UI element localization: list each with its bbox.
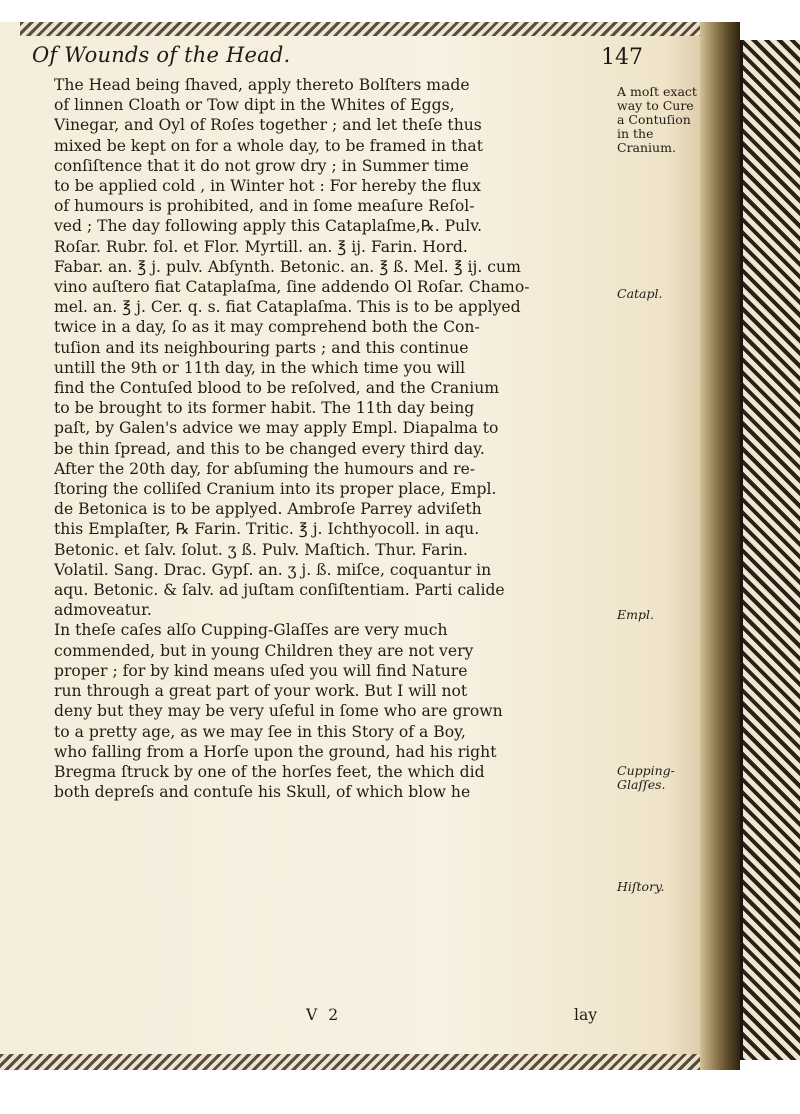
text-line: of linnen Cloath or Tow dipt in the Whites of Eggs,: [54, 96, 455, 115]
text-line: ved ; The day following apply this Cataplaſme,℞. Pulv.: [54, 217, 483, 236]
margin-note-history: Hiſtory.: [617, 879, 665, 894]
text-line: be thin ſpread, and this to be changed every third day.: [54, 439, 485, 458]
text-line: Volatil. Sang. Drac. Gypſ. an. ʒ j. ß. miſce, coquantur in: [54, 560, 492, 579]
text-line: vino auſtero fiat Cataplaſma, ſine addendo Ol Roſar. Chamo-: [54, 278, 530, 297]
text-line: tuſion and its neighbouring parts ; and this continue: [54, 338, 469, 357]
text-line: commended, but in young Children they are not very: [54, 641, 474, 660]
margin-note-exact-cure: A moſt exact way to Cure a Contuſion in the Cranium.: [617, 84, 697, 155]
book-binding: [740, 40, 800, 1060]
text-line: Fabar. an. ℥ j. pulv. Abſynth. Betonic. an. ℥ ß. Mel. ℥ ij. cum: [54, 257, 521, 276]
top-ornament-border: [20, 22, 740, 36]
page-number: 147: [601, 45, 643, 70]
text-line: paſt, by Galen's advice we may apply Empl. Diapalma to: [54, 419, 499, 438]
text-line: ſtoring the colliſed Cranium into its proper place, Empl.: [54, 480, 497, 499]
text-line: to a pretty age, as we may ſee in this Story of a Boy,: [54, 722, 466, 741]
text-line: Vinegar, and Oyl of Roſes together ; and let theſe thus: [54, 116, 482, 135]
text-line: proper ; for by kind means uſed you will find Nature: [54, 661, 468, 680]
text-line: twice in a day, ſo as it may comprehend both the Con-: [54, 318, 480, 337]
text-line: untill the 9th or 11th day, in the which time you will: [54, 358, 466, 377]
text-line: both depreſs and contuſe his Skull, of which blow he: [54, 783, 471, 802]
text-line: mixed be kept on for a whole day, to be framed in that: [54, 136, 483, 155]
binding-edge-line: [740, 40, 743, 1060]
text-line: In theſe caſes alſo Cupping-Glaſſes are very much: [54, 621, 448, 640]
text-line: conſiſtence that it do not grow dry ; in Summer time: [54, 156, 469, 175]
text-line: Roſar. Rubr. fol. et Flor. Myrtill. an. ℥ ij. Farin. Hord.: [54, 237, 468, 256]
page-fore-edge: [700, 22, 740, 1070]
bottom-ornament-border: [0, 1054, 740, 1070]
text-line: Betonic. et ſalv. ſolut. ʒ ß. Pulv. Maſtich. Thur. Farin.: [54, 540, 468, 559]
margin-note-catapl: Catapl.: [617, 286, 663, 301]
margin-note-empl: Empl.: [617, 607, 654, 622]
running-head: Of Wounds of the Head.: [32, 43, 291, 67]
body-text: [54, 75, 614, 802]
text-line: run through a great part of your work. But I will not: [54, 682, 468, 701]
text-line: this Emplaſter, ℞ Farin. Tritic. ℥ j. Ichthyocoll. in aqu.: [54, 520, 480, 539]
text-line: After the 20th day, for abſuming the humours and re-: [54, 459, 476, 478]
text-line: who falling from a Horſe upon the ground, had his right: [54, 742, 497, 761]
catchword: lay: [574, 1006, 598, 1024]
text-line: mel. an. ℥ j. Cer. q. s. fiat Cataplaſma. This is to be applyed: [54, 298, 521, 317]
text-line: to be brought to its former habit. The 11th day being: [54, 399, 475, 418]
text-line: find the Contuſed blood to be reſolved, and the Cranium: [54, 379, 500, 398]
signature-mark: V 2: [306, 1006, 342, 1024]
margin-note-cupping-glasses: Cupping-Glaſſes.: [617, 763, 675, 792]
text-line: of humours is prohibited, and in ſome meaſure Reſol-: [54, 197, 475, 216]
text-line: admoveatur.: [54, 601, 152, 620]
text-line: deny but they may be very uſeful in ſome who are grown: [54, 702, 503, 721]
text-line: de Betonica is to be applyed. Ambroſe Parrey adviſeth: [54, 500, 482, 519]
text-line: aqu. Betonic. & ſalv. ad juſtam conſiſtentiam. Parti calide: [54, 581, 505, 600]
text-line: Bregma ſtruck by one of the horſes feet, the which did: [54, 762, 485, 781]
text-line: The Head being ſhaved, apply thereto Bolſters made: [54, 76, 470, 94]
text-line: to be applied cold , in Winter hot : For hereby the flux: [54, 177, 481, 196]
